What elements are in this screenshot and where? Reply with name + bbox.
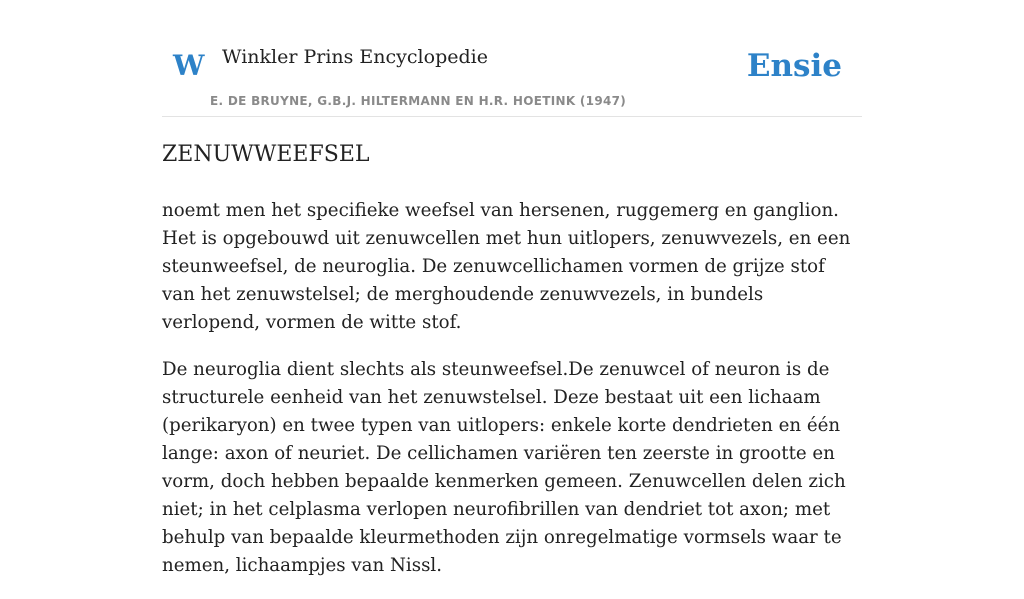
site-title[interactable]: Winkler Prins Encyclopedie xyxy=(222,46,488,68)
article-paragraph: noemt men het specifieke weefsel van hersenen, ruggemerg en ganglion. Het is opgebouwd uit zenuwcellen met hun uitlopers, zenuwvezels, en een steunweefsel, de neuroglia. De zenuwcellichamen vormen de grijze stof van het zenuwstelsel; de merghoudende zenuwvezels, in bundels verlopend, vormen de witte stof. xyxy=(162,199,851,333)
article xyxy=(162,140,862,599)
ensie-logo[interactable]: Ensie xyxy=(746,48,842,84)
article-paragraph: De neuroglia dient slechts als steunweefsel.De zenuwcel of neuron is de structurele eenheid van het zenuwstelsel. Deze bestaat uit een lichaam (perikaryon) en twee typen van uitlopers: enkele korte dendrieten en één lange: axon of neuriet. De cellichamen variëren ten zeerste in grootte en vorm, doch hebben bepaalde kenmerken gemeen. Zenuwcellen delen zich niet; in het celplasma verlopen neurofibrillen van dendriet tot axon; met behulp van bepaalde kleurmethoden zijn onregelmatige vormsels waar te nemen, lichaampjes van Nissl. xyxy=(162,358,846,576)
article-title: ZENUWWEEFSEL xyxy=(162,142,370,167)
site-header xyxy=(162,0,862,117)
winkler-prins-logo[interactable]: W xyxy=(173,49,205,82)
byline: E. DE BRUYNE, G.B.J. HILTERMANN EN H.R. HOETINK (1947) xyxy=(210,94,627,108)
